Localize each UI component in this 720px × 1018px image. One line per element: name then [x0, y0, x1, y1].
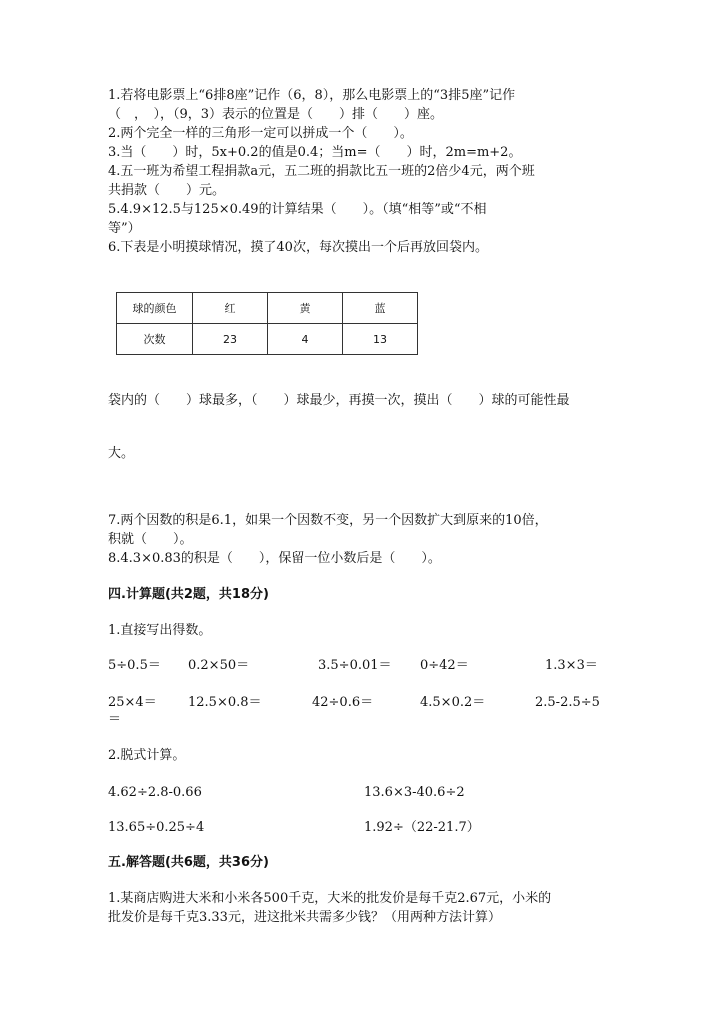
- q6-after-line1: 袋内的（ ）球最多，（ ）球最少，再摸一次，摸出（ ）球的可能性最: [108, 393, 570, 408]
- color-red: 红: [193, 293, 268, 324]
- q1-line1: 1.若将电影票上“6排8座”记作（6，8），那么电影票上的“3排5座”记作: [108, 88, 516, 103]
- q8: 8.4.3×0.83的积是（ ），保留一位小数后是（ ）。: [108, 551, 441, 566]
- expr-item: 4.62÷2.8-0.66: [108, 785, 202, 800]
- q6: 6.下表是小明摸球情况，摸了40次，每次摸出一个后再放回袋内。: [108, 240, 488, 255]
- expr-item: 1.92÷（22-21.7）: [364, 820, 480, 835]
- calc-item: 25×4＝: [108, 695, 157, 710]
- table-row: [117, 324, 418, 355]
- calc-item: 0÷42＝: [420, 658, 469, 673]
- count-red: 23: [193, 324, 268, 355]
- calc-sub1-title: 1.直接写出得数。: [108, 623, 212, 638]
- expr-item: 13.6×3-40.6÷2: [364, 785, 465, 800]
- q4-line2: 共捐款（ ）元。: [108, 183, 226, 198]
- answer-q1-line2: 批发价是每千克3.33元，进这批米共需多少钱？（用两种方法计算）: [108, 910, 501, 925]
- calc-item: 3.5÷0.01＝: [318, 658, 392, 673]
- calc-item: 12.5×0.8＝: [188, 695, 262, 710]
- table-row-label: 次数: [117, 324, 193, 355]
- q7-line1: 7.两个因数的积是6.1，如果一个因数不变，另一个因数扩大到原来的10倍，: [108, 513, 548, 528]
- answer-q1-line1: 1.某商店购进大米和小米各500千克，大米的批发价是每千克2.67元，小米的: [108, 891, 552, 906]
- table-row: [117, 293, 418, 324]
- count-blue: 13: [343, 324, 418, 355]
- q1-line2: （ ， ），（9，3）表示的位置是（ ）排（ ）座。: [108, 107, 444, 122]
- ball-count-table: [116, 292, 418, 355]
- calc-item: 1.3×3＝: [545, 658, 598, 673]
- color-yellow: 黄: [268, 293, 343, 324]
- q6-after-line2: 大。: [108, 446, 135, 461]
- table-header-label: 球的颜色: [117, 293, 193, 324]
- section-5-heading: 五.解答题(共6题，共36分): [108, 855, 269, 870]
- q4-line1: 4.五一班为希望工程捐款a元，五二班的捐款比五一班的2倍少4元，两个班: [108, 164, 535, 179]
- calc-item: 4.5×0.2＝: [420, 695, 486, 710]
- q2: 2.两个完全一样的三角形一定可以拼成一个（ ）。: [108, 126, 413, 141]
- calc-item-wrap: ＝: [108, 712, 122, 727]
- calc-item: 42÷0.6＝: [312, 695, 374, 710]
- calc-item: 5÷0.5＝: [108, 658, 161, 673]
- section-4-heading: 四.计算题(共2题，共18分): [108, 587, 269, 602]
- q5-line2: 等”）: [108, 221, 141, 236]
- q5-line1: 5.4.9×12.5与125×0.49的计算结果（ ）。（填“相等”或“不相: [108, 202, 487, 217]
- calc-sub2-title: 2.脱式计算。: [108, 748, 186, 763]
- color-blue: 蓝: [343, 293, 418, 324]
- expr-item: 13.65÷0.25÷4: [108, 820, 205, 835]
- count-yellow: 4: [268, 324, 343, 355]
- q3: 3.当（ ）时，5x+0.2的值是0.4；当m=（ ）时，2m=m+2。: [108, 145, 522, 160]
- q7-line2: 积就（ ）。: [108, 532, 193, 547]
- calc-item: 0.2×50＝: [188, 658, 250, 673]
- calc-item: 2.5-2.5÷5: [535, 695, 600, 710]
